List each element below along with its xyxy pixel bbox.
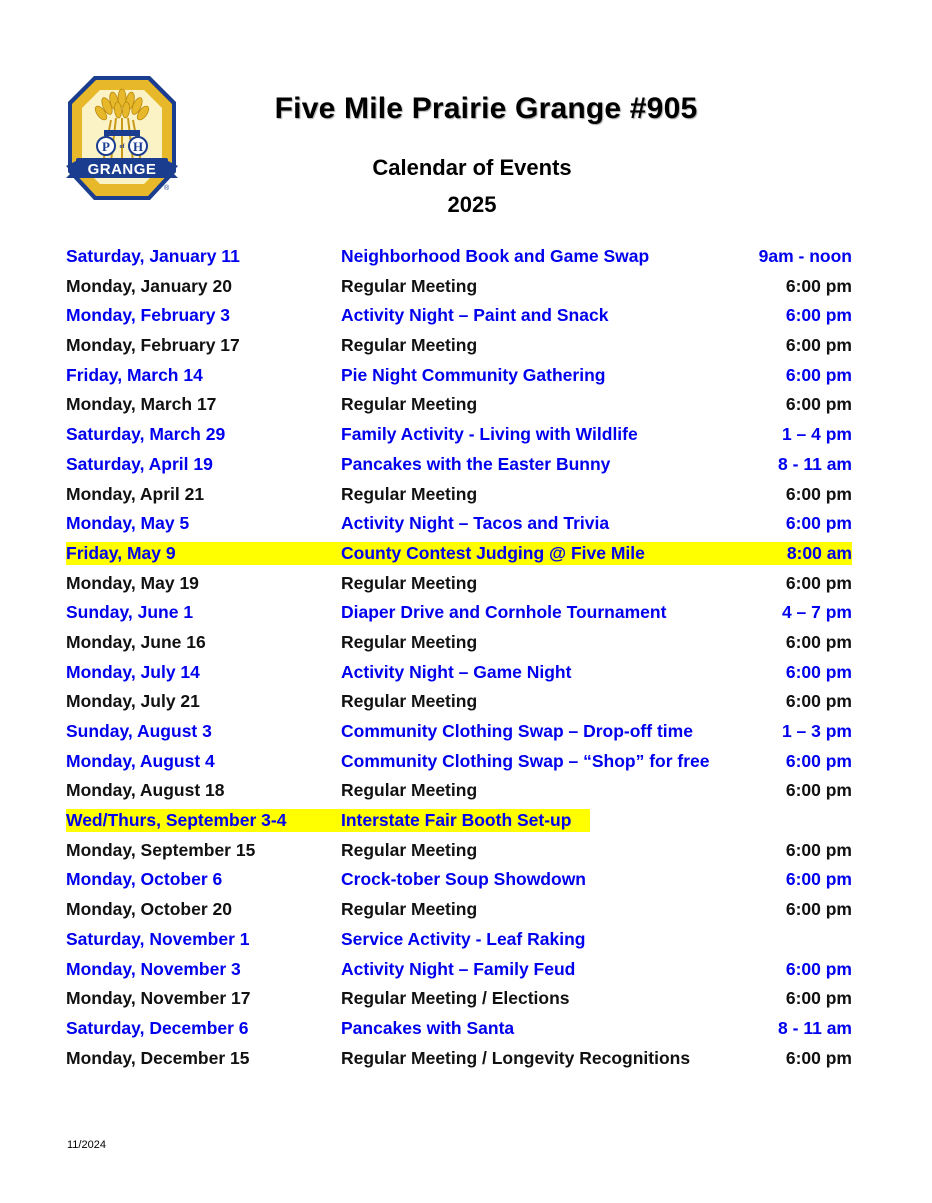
event-time: 6:00 pm <box>785 988 852 1009</box>
event-row <box>66 480 854 510</box>
event-date: Sunday, August 3 <box>66 721 212 741</box>
event-row <box>66 420 854 450</box>
event-row <box>66 865 854 895</box>
event-row <box>66 984 854 1014</box>
event-row <box>66 895 854 925</box>
event-date: Monday, July 14 <box>66 661 200 682</box>
event-date: Saturday, March 29 <box>66 424 226 445</box>
event-time: 8 - 11 am <box>778 453 852 474</box>
event-date: Wed/Thurs, September 3-4 <box>66 810 287 831</box>
event-row <box>66 450 854 480</box>
event-row <box>66 569 854 599</box>
event-date: Monday, September 15 <box>66 839 256 860</box>
event-time: 6:00 pm <box>785 305 852 326</box>
event-date: Saturday, December 6 <box>66 1017 249 1038</box>
event-row <box>66 361 854 391</box>
event-time: 6:00 pm <box>785 631 852 652</box>
event-title: Regular Meeting <box>341 839 478 860</box>
event-row <box>66 1044 854 1074</box>
event-time: 1 – 3 pm <box>781 721 852 741</box>
event-title: Regular Meeting <box>341 899 478 920</box>
event-time: 6:00 pm <box>785 335 852 356</box>
event-row <box>66 1014 854 1044</box>
event-title: Activity Night – Tacos and Trivia <box>341 513 610 534</box>
event-date: Monday, May 19 <box>66 572 199 593</box>
event-title: Activity Night – Paint and Snack <box>341 305 609 326</box>
event-title: Community Clothing Swap – Drop-off time <box>341 721 693 741</box>
event-date: Monday, August 4 <box>66 750 215 771</box>
event-row <box>66 628 854 658</box>
event-time: 8:00 am <box>786 542 852 563</box>
event-time: 4 – 7 pm <box>781 602 852 623</box>
event-row <box>66 836 854 866</box>
event-row <box>66 747 854 777</box>
event-date: Monday, November 17 <box>66 988 251 1009</box>
event-title: Regular Meeting <box>341 275 478 296</box>
event-title: Diaper Drive and Cornhole Tournament <box>341 602 667 623</box>
event-title: Regular Meeting <box>341 483 478 504</box>
event-title: Service Activity - Leaf Raking <box>341 928 586 949</box>
events-list <box>66 242 854 1073</box>
event-date: Monday, November 3 <box>66 958 241 979</box>
event-time: 6:00 pm <box>785 394 852 415</box>
event-title: Regular Meeting <box>341 631 478 652</box>
event-row <box>66 687 854 717</box>
event-title: Regular Meeting / Longevity Recognitions <box>341 1047 691 1068</box>
event-time: 6:00 pm <box>785 1047 852 1068</box>
event-time: 6:00 pm <box>785 572 852 593</box>
event-title: Regular Meeting / Elections <box>341 988 570 1009</box>
event-title: Crock-tober Soup Showdown <box>341 869 586 890</box>
event-time: 6:00 pm <box>785 839 852 860</box>
event-row <box>66 598 854 628</box>
event-time: 6:00 pm <box>785 691 852 712</box>
event-date: Monday, July 21 <box>66 691 200 712</box>
event-date: Monday, August 18 <box>66 780 225 801</box>
event-time: 6:00 pm <box>785 275 852 296</box>
event-row <box>66 301 854 331</box>
event-title: County Contest Judging @ Five Mile <box>341 542 645 563</box>
event-date: Friday, March 14 <box>66 364 203 385</box>
event-time: 6:00 pm <box>785 750 852 771</box>
event-time: 9am - noon <box>758 246 852 266</box>
event-row <box>66 509 854 539</box>
event-title: Neighborhood Book and Game Swap <box>341 246 650 266</box>
svg-text:P: P <box>102 139 110 154</box>
event-time: 6:00 pm <box>785 483 852 504</box>
event-title: Interstate Fair Booth Set-up <box>341 810 572 831</box>
svg-text:H: H <box>132 139 144 154</box>
event-title: Regular Meeting <box>341 394 478 415</box>
event-title: Regular Meeting <box>341 691 478 712</box>
event-row <box>66 806 854 836</box>
event-time: 6:00 pm <box>785 661 852 682</box>
event-row <box>66 925 854 955</box>
event-title: Pie Night Community Gathering <box>341 364 606 385</box>
event-row <box>66 955 854 985</box>
event-date: Monday, October 20 <box>66 899 232 920</box>
revision-date: 11/2024 <box>67 1139 106 1151</box>
event-date: Monday, June 16 <box>66 631 206 652</box>
event-row <box>66 242 854 272</box>
page-subtitle: Calendar of Events <box>372 155 572 180</box>
event-time: 6:00 pm <box>785 364 852 385</box>
event-title: Community Clothing Swap – “Shop” for free <box>341 750 710 771</box>
event-date: Saturday, January 11 <box>66 246 240 266</box>
event-date: Monday, March 17 <box>66 394 217 415</box>
svg-text:of: of <box>119 144 125 150</box>
event-row <box>66 776 854 806</box>
event-date: Monday, February 17 <box>66 335 240 356</box>
event-title: Activity Night – Game Night <box>341 661 572 682</box>
page-title: Five Mile Prairie Grange #905 <box>274 92 698 125</box>
event-date: Monday, December 15 <box>66 1047 250 1068</box>
event-date: Monday, April 21 <box>66 483 205 504</box>
calendar-year: 2025 <box>447 192 497 217</box>
event-row <box>66 717 854 747</box>
event-row <box>66 658 854 688</box>
event-time: 6:00 pm <box>785 869 852 890</box>
event-row <box>66 272 854 302</box>
event-row <box>66 331 854 361</box>
svg-text:GRANGE: GRANGE <box>87 161 157 178</box>
event-title: Pancakes with the Easter Bunny <box>341 453 611 474</box>
event-title: Regular Meeting <box>341 572 478 593</box>
event-title: Regular Meeting <box>341 335 478 356</box>
svg-text:®: ® <box>164 185 170 192</box>
event-date: Monday, January 20 <box>66 275 232 296</box>
event-time: 1 – 4 pm <box>781 424 852 445</box>
event-date: Sunday, June 1 <box>66 602 194 623</box>
event-date: Friday, May 9 <box>66 542 176 563</box>
event-time: 6:00 pm <box>785 780 852 801</box>
event-title: Family Activity - Living with Wildlife <box>341 424 638 445</box>
event-title: Regular Meeting <box>341 780 478 801</box>
event-date: Monday, October 6 <box>66 869 223 890</box>
event-time: 6:00 pm <box>785 899 852 920</box>
event-time: 6:00 pm <box>785 513 852 534</box>
event-date: Monday, May 5 <box>66 513 190 534</box>
event-date: Saturday, November 1 <box>66 928 250 949</box>
event-time: 6:00 pm <box>785 958 852 979</box>
event-date: Saturday, April 19 <box>66 453 213 474</box>
event-title: Pancakes with Santa <box>341 1017 515 1038</box>
event-title: Activity Night – Family Feud <box>341 958 576 979</box>
event-time: 8 - 11 am <box>778 1017 852 1038</box>
event-row <box>66 539 854 569</box>
event-date: Monday, February 3 <box>66 305 231 326</box>
event-row <box>66 390 854 420</box>
